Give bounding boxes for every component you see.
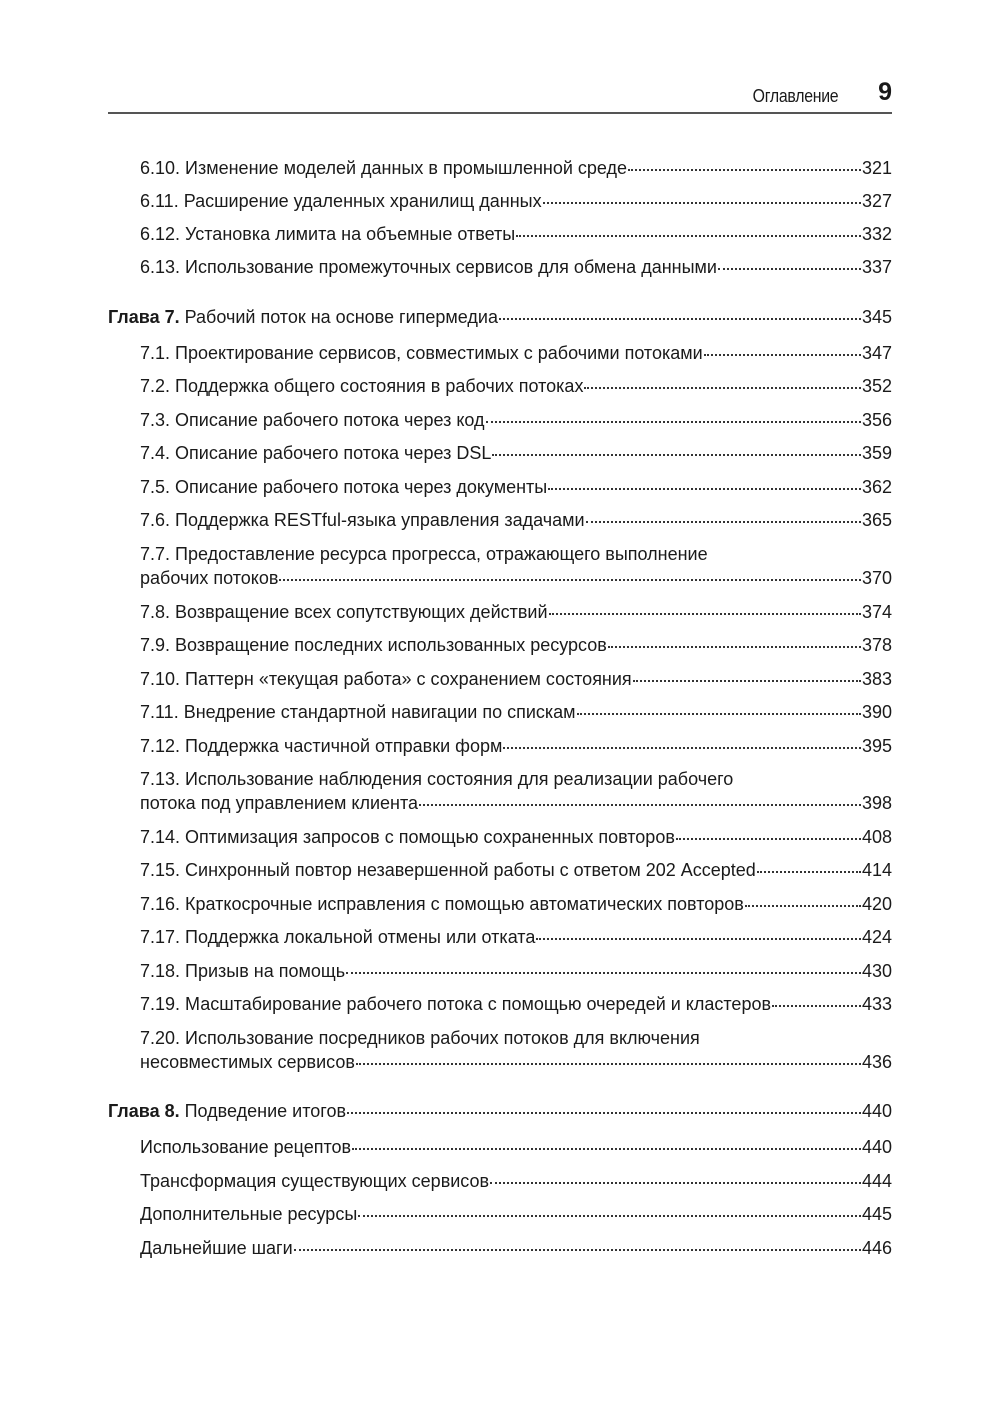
dot-leader	[704, 350, 861, 356]
chapter-label: Глава 7.	[108, 307, 180, 327]
toc-entry-page: 440	[861, 1101, 892, 1121]
dot-leader	[356, 1059, 861, 1065]
dot-leader	[279, 575, 861, 581]
toc-entry[interactable]	[140, 633, 892, 657]
running-header-title: Оглавление	[752, 86, 838, 106]
toc-entry-title: Дополнительные ресурсы	[140, 1204, 358, 1224]
toc-entry[interactable]	[140, 858, 892, 882]
dot-leader	[503, 743, 861, 749]
toc-entry-title-line1: 7.13. Использование наблюдения состояния для реализации рабочего	[140, 769, 734, 789]
dot-leader	[490, 1178, 861, 1184]
dot-leader	[347, 1108, 861, 1114]
toc-entry-title: Подведение итогов	[179, 1101, 347, 1121]
toc-entry[interactable]	[140, 767, 892, 815]
toc-entry-page: 356	[861, 410, 892, 430]
toc-entry-page: 444	[861, 1171, 892, 1191]
dot-leader	[757, 867, 861, 873]
toc-entry-page: 345	[861, 307, 892, 327]
toc-entry-title: 7.1. Проектирование сервисов, совместимых с рабочими потоками	[140, 343, 703, 363]
toc-entry-title: Использование рецептов	[140, 1137, 352, 1157]
dot-leader	[543, 198, 861, 204]
toc-entry[interactable]	[140, 700, 892, 724]
toc-entry-page: 337	[861, 257, 892, 277]
toc-entry-page: 440	[861, 1137, 892, 1157]
toc-entry-title: потока под управлением клиента	[140, 793, 419, 813]
toc-entry-title: 7.11. Внедрение стандартной навигации по спискам	[140, 702, 576, 722]
toc-entry[interactable]	[140, 156, 892, 180]
toc-entry-page: 383	[861, 669, 892, 689]
toc-entry-title: 7.12. Поддержка частичной отправки форм	[140, 736, 503, 756]
toc-entry-title: 6.12. Установка лимита на объемные ответы	[140, 224, 516, 244]
toc-entry-title: Рабочий поток на основе гипермедиа	[179, 307, 498, 327]
toc-entry-title: 7.4. Описание рабочего потока через DSL	[140, 443, 492, 463]
toc-entry-page: 332	[861, 224, 892, 244]
toc-entry-page: 445	[861, 1204, 892, 1224]
dot-leader	[419, 800, 861, 806]
chapter-label: Глава 8.	[108, 1101, 180, 1121]
toc-entry-page: 374	[861, 602, 892, 622]
dot-leader	[499, 314, 861, 320]
toc-entry-page: 352	[861, 376, 892, 396]
dot-leader	[584, 383, 861, 389]
toc-chapter-entry[interactable]	[108, 305, 892, 329]
dot-leader	[536, 934, 861, 940]
toc-entry[interactable]	[140, 1202, 892, 1226]
table-of-contents	[108, 0, 892, 1413]
toc-entry[interactable]	[140, 222, 892, 246]
toc-entry-page: 420	[861, 894, 892, 914]
toc-entry-title-line1: 7.20. Использование посредников рабочих потоков для включения	[140, 1028, 700, 1048]
toc-entry-page: 321	[861, 158, 892, 178]
toc-entry-title: несовместимых сервисов	[140, 1052, 355, 1072]
toc-entry-page: 446	[861, 1238, 892, 1258]
toc-entry-page: 424	[861, 927, 892, 947]
toc-entry-page: 370	[861, 568, 892, 588]
toc-entry-title: Трансформация существующих сервисов	[140, 1171, 490, 1191]
dot-leader	[492, 450, 861, 456]
toc-entry-title: рабочих потоков	[140, 568, 279, 588]
dot-leader	[346, 968, 861, 974]
page-number: 9	[878, 78, 892, 106]
toc-entry-title: 7.14. Оптимизация запросов с помощью сохраненных повторов	[140, 827, 675, 847]
toc-entry[interactable]	[140, 600, 892, 624]
toc-entry[interactable]	[140, 825, 892, 849]
toc-entry[interactable]	[140, 441, 892, 465]
toc-entry-page: 378	[861, 635, 892, 655]
toc-entry[interactable]	[140, 341, 892, 365]
toc-entry[interactable]	[140, 189, 892, 213]
toc-entry[interactable]	[140, 1236, 892, 1260]
toc-entry-page: 327	[861, 191, 892, 211]
dot-leader	[772, 1001, 861, 1007]
toc-entry-page: 433	[861, 994, 892, 1014]
dot-leader	[548, 484, 861, 490]
dot-leader	[676, 834, 861, 840]
dot-leader	[633, 676, 861, 682]
toc-entry-title: 6.11. Расширение удаленных хранилищ данных	[140, 191, 542, 211]
toc-entry[interactable]	[140, 408, 892, 432]
toc-entry[interactable]	[140, 508, 892, 532]
dot-leader	[352, 1144, 861, 1150]
toc-entry[interactable]	[140, 925, 892, 949]
toc-entry-title: 7.3. Описание рабочего потока через код	[140, 410, 485, 430]
dot-leader	[294, 1245, 861, 1251]
toc-entry[interactable]	[140, 255, 892, 279]
toc-entry-page: 430	[861, 961, 892, 981]
toc-entry-title: 7.5. Описание рабочего потока через документы	[140, 477, 548, 497]
toc-entry-title: 7.16. Краткосрочные исправления с помощью автоматических повторов	[140, 894, 744, 914]
dot-leader	[745, 901, 861, 907]
toc-entry-page: 365	[861, 510, 892, 530]
toc-entry-title: Дальнейшие шаги	[140, 1238, 293, 1258]
dot-leader	[608, 642, 861, 648]
toc-entry-title: 7.17. Поддержка локальной отмены или отката	[140, 927, 536, 947]
dot-leader	[586, 517, 861, 523]
toc-entry[interactable]	[140, 374, 892, 398]
toc-entry-title: 7.9. Возвращение последних использованных ресурсов	[140, 635, 607, 655]
toc-entry[interactable]	[140, 1169, 892, 1193]
toc-entry[interactable]	[140, 734, 892, 758]
dot-leader	[358, 1211, 861, 1217]
toc-entry[interactable]	[140, 1135, 892, 1159]
toc-entry-title: 6.13. Использование промежуточных сервисов для обмена данными	[140, 257, 717, 277]
toc-entry-page: 359	[861, 443, 892, 463]
dot-leader	[516, 231, 861, 237]
toc-chapter-entry[interactable]	[108, 1099, 892, 1123]
toc-entry-title: 6.10. Изменение моделей данных в промышленной среде	[140, 158, 628, 178]
toc-entry[interactable]	[140, 542, 892, 590]
toc-entry-title: 7.10. Паттерн «текущая работа» с сохранением состояния	[140, 669, 632, 689]
toc-entry[interactable]	[140, 667, 892, 691]
toc-entry-page: 436	[861, 1052, 892, 1072]
toc-entry-page: 347	[861, 343, 892, 363]
dot-leader	[628, 165, 861, 171]
toc-entry-page: 414	[861, 860, 892, 880]
toc-entry[interactable]	[140, 992, 892, 1016]
toc-entry[interactable]	[140, 1026, 892, 1074]
dot-leader	[577, 709, 861, 715]
toc-entry[interactable]	[140, 892, 892, 916]
dot-leader	[549, 609, 861, 615]
toc-entry-page: 408	[861, 827, 892, 847]
toc-entry-title-line1: 7.7. Предоставление ресурса прогресса, отражающего выполнение	[140, 544, 708, 564]
toc-entry-title: 7.18. Призыв на помощь	[140, 961, 346, 981]
dot-leader	[486, 417, 861, 423]
toc-entry[interactable]	[140, 959, 892, 983]
toc-entry-page: 398	[861, 793, 892, 813]
toc-entry-page: 362	[861, 477, 892, 497]
dot-leader	[718, 264, 861, 270]
toc-entry-title: 7.2. Поддержка общего состояния в рабочих потоках	[140, 376, 584, 396]
toc-entry-title: 7.6. Поддержка RESTful-языка управления задачами	[140, 510, 585, 530]
toc-entry[interactable]	[140, 475, 892, 499]
toc-entry-title: 7.19. Масштабирование рабочего потока с помощью очередей и кластеров	[140, 994, 772, 1014]
toc-entry-page: 395	[861, 736, 892, 756]
toc-entry-title: 7.15. Синхронный повтор незавершенной работы с ответом 202 Accepted	[140, 860, 756, 880]
toc-entry-title: 7.8. Возвращение всех сопутствующих действий	[140, 602, 548, 622]
toc-entry-page: 390	[861, 702, 892, 722]
